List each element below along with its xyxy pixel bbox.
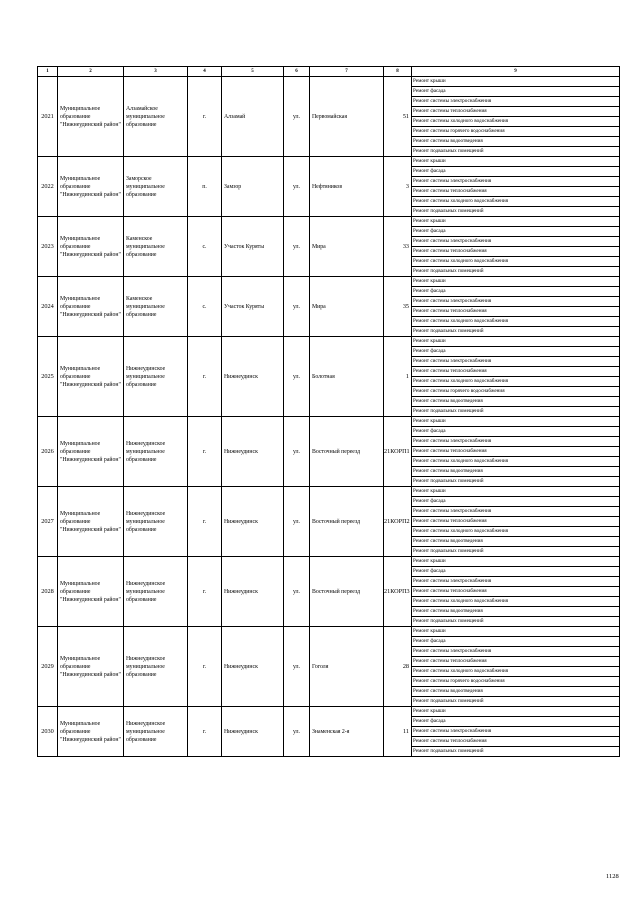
street-type-cell: ул. bbox=[284, 277, 310, 337]
work-item: Ремонт фасада bbox=[412, 87, 619, 97]
table-row bbox=[38, 337, 620, 417]
work-item: Ремонт системы холодного водоснабжения bbox=[412, 117, 619, 127]
street-type-cell: ул. bbox=[284, 337, 310, 417]
work-item: Ремонт системы холодного водоснабжения bbox=[412, 317, 619, 327]
settlement-cell: Нижнеудинск bbox=[222, 627, 284, 707]
record-number: 2030 bbox=[38, 707, 58, 757]
record-number: 2028 bbox=[38, 557, 58, 627]
work-item: Ремонт системы электроснабжения bbox=[412, 297, 619, 307]
work-item: Ремонт системы электроснабжения bbox=[412, 437, 619, 447]
settlement-type-cell: г. bbox=[188, 557, 222, 627]
street-cell: Первомайская bbox=[310, 77, 384, 157]
works-cell bbox=[412, 217, 620, 277]
work-item: Ремонт системы водоотведения bbox=[412, 137, 619, 147]
municipality-cell: Нижнеудинское муниципальное образование bbox=[124, 707, 188, 757]
table-row bbox=[38, 77, 620, 157]
work-item: Ремонт фасада bbox=[412, 717, 619, 727]
settlement-cell: Нижнеудинск bbox=[222, 337, 284, 417]
work-item: Ремонт крыши bbox=[412, 157, 619, 167]
settlement-type-cell: г. bbox=[188, 707, 222, 757]
work-item: Ремонт подвальных помещений bbox=[413, 698, 484, 704]
settlement-type-cell: г. bbox=[188, 417, 222, 487]
page-number: 1128 bbox=[606, 873, 619, 880]
street-type-cell: ул. bbox=[284, 417, 310, 487]
work-item: Ремонт подвальных помещений bbox=[413, 408, 484, 414]
work-item: Ремонт системы водоотведения bbox=[412, 537, 619, 547]
work-item: Ремонт системы водоотведения bbox=[412, 467, 619, 477]
settlement-cell: Участок Куряты bbox=[222, 217, 284, 277]
district-cell: Муниципальное образование "Нижнеудинский район" bbox=[58, 277, 124, 337]
header-cell: 8 bbox=[384, 67, 412, 77]
work-item: Ремонт подвальных помещений bbox=[413, 478, 484, 484]
header-cell: 5 bbox=[222, 67, 284, 77]
municipality-cell: Каменское муниципальное образование bbox=[124, 217, 188, 277]
settlement-type-cell: г. bbox=[188, 487, 222, 557]
settlement-cell: Участок Куряты bbox=[222, 277, 284, 337]
header-row bbox=[38, 67, 620, 77]
house-cell: 11 bbox=[384, 707, 412, 757]
district-cell: Муниципальное образование "Нижнеудинский район" bbox=[58, 627, 124, 707]
work-item: Ремонт системы электроснабжения bbox=[412, 177, 619, 187]
work-item: Ремонт подвальных помещений bbox=[413, 618, 484, 624]
works-cell bbox=[412, 627, 620, 707]
settlement-cell: Нижнеудинск bbox=[222, 417, 284, 487]
settlement-type-cell: с. bbox=[188, 277, 222, 337]
table-row bbox=[38, 707, 620, 757]
work-item: Ремонт системы холодного водоснабжения bbox=[412, 667, 619, 677]
work-item: Ремонт системы горячего водоснабжения bbox=[412, 127, 619, 137]
settlement-cell: Нижнеудинск bbox=[222, 487, 284, 557]
district-cell: Муниципальное образование "Нижнеудинский район" bbox=[58, 557, 124, 627]
work-item: Ремонт системы электроснабжения bbox=[412, 647, 619, 657]
municipality-cell: Нижнеудинское муниципальное образование bbox=[124, 487, 188, 557]
table-row bbox=[38, 277, 620, 337]
work-item: Ремонт системы холодного водоснабжения bbox=[412, 257, 619, 267]
municipality-cell: Каменское муниципальное образование bbox=[124, 277, 188, 337]
works-cell bbox=[412, 487, 620, 557]
house-cell: 21КОРП3 bbox=[384, 557, 412, 627]
municipality-cell: Нижнеудинское муниципальное образование bbox=[124, 417, 188, 487]
works-cell bbox=[412, 337, 620, 417]
street-type-cell: ул. bbox=[284, 157, 310, 217]
work-item: Ремонт фасада bbox=[412, 287, 619, 297]
municipality-cell: Нижнеудинское муниципальное образование bbox=[124, 337, 188, 417]
house-cell: 1 bbox=[384, 337, 412, 417]
house-cell: 51 bbox=[384, 77, 412, 157]
work-item: Ремонт фасада bbox=[412, 427, 619, 437]
work-item: Ремонт подвальных помещений bbox=[413, 148, 484, 154]
work-item: Ремонт фасада bbox=[412, 637, 619, 647]
street-type-cell: ул. bbox=[284, 217, 310, 277]
work-item: Ремонт системы теплоснабжения bbox=[412, 737, 619, 747]
record-number: 2024 bbox=[38, 277, 58, 337]
works-cell bbox=[412, 417, 620, 487]
work-item: Ремонт крыши bbox=[412, 277, 619, 287]
record-number: 2026 bbox=[38, 417, 58, 487]
street-cell: Мира bbox=[310, 277, 384, 337]
record-number: 2027 bbox=[38, 487, 58, 557]
work-item: Ремонт крыши bbox=[412, 627, 619, 637]
work-item: Ремонт подвальных помещений bbox=[413, 748, 484, 754]
house-cell: 35 bbox=[384, 277, 412, 337]
work-item: Ремонт системы электроснабжения bbox=[412, 237, 619, 247]
works-cell bbox=[412, 707, 620, 757]
work-item: Ремонт системы теплоснабжения bbox=[412, 447, 619, 457]
settlement-type-cell: г. bbox=[188, 337, 222, 417]
works-cell bbox=[412, 557, 620, 627]
work-item: Ремонт фасада bbox=[412, 497, 619, 507]
house-cell: 33 bbox=[384, 217, 412, 277]
work-item: Ремонт системы водоотведения bbox=[412, 397, 619, 407]
district-cell: Муниципальное образование "Нижнеудинский район" bbox=[58, 707, 124, 757]
works-cell bbox=[412, 157, 620, 217]
district-cell: Муниципальное образование "Нижнеудинский район" bbox=[58, 157, 124, 217]
work-item: Ремонт системы холодного водоснабжения bbox=[412, 597, 619, 607]
record-number: 2029 bbox=[38, 627, 58, 707]
work-item: Ремонт системы холодного водоснабжения bbox=[412, 197, 619, 207]
header-cell: 3 bbox=[124, 67, 188, 77]
house-cell: 3 bbox=[384, 157, 412, 217]
header-cell: 2 bbox=[58, 67, 124, 77]
work-item: Ремонт подвальных помещений bbox=[413, 268, 484, 274]
district-cell: Муниципальное образование "Нижнеудинский район" bbox=[58, 217, 124, 277]
work-item: Ремонт системы теплоснабжения bbox=[412, 657, 619, 667]
work-item: Ремонт подвальных помещений bbox=[413, 208, 484, 214]
header-cell: 1 bbox=[38, 67, 58, 77]
street-type-cell: ул. bbox=[284, 627, 310, 707]
header-cell: 9 bbox=[412, 67, 620, 77]
work-item: Ремонт фасада bbox=[412, 227, 619, 237]
street-cell: Гоголя bbox=[310, 627, 384, 707]
street-cell: Знаменская 2-я bbox=[310, 707, 384, 757]
municipality-cell: Алзамайское муниципальное образование bbox=[124, 77, 188, 157]
settlement-type-cell: п. bbox=[188, 157, 222, 217]
district-cell: Муниципальное образование "Нижнеудинский район" bbox=[58, 417, 124, 487]
work-item: Ремонт системы горячего водоснабжения bbox=[412, 387, 619, 397]
work-item: Ремонт системы электроснабжения bbox=[412, 357, 619, 367]
work-item: Ремонт фасада bbox=[412, 567, 619, 577]
work-item: Ремонт крыши bbox=[412, 557, 619, 567]
table-row bbox=[38, 157, 620, 217]
record-number: 2023 bbox=[38, 217, 58, 277]
record-number: 2022 bbox=[38, 157, 58, 217]
table-row bbox=[38, 417, 620, 487]
work-item: Ремонт системы теплоснабжения bbox=[412, 587, 619, 597]
work-item: Ремонт крыши bbox=[412, 77, 619, 87]
street-type-cell: ул. bbox=[284, 77, 310, 157]
work-item: Ремонт системы электроснабжения bbox=[412, 577, 619, 587]
work-item: Ремонт системы электроснабжения bbox=[412, 97, 619, 107]
work-item: Ремонт крыши bbox=[412, 417, 619, 427]
register-table bbox=[37, 66, 620, 757]
work-item: Ремонт системы теплоснабжения bbox=[412, 247, 619, 257]
district-cell: Муниципальное образование "Нижнеудинский район" bbox=[58, 487, 124, 557]
street-cell: Восточный переезд bbox=[310, 417, 384, 487]
work-item: Ремонт фасада bbox=[412, 167, 619, 177]
settlement-type-cell: с. bbox=[188, 217, 222, 277]
street-cell: Восточный переезд bbox=[310, 557, 384, 627]
settlement-type-cell: г. bbox=[188, 77, 222, 157]
settlement-cell: Нижнеудинск bbox=[222, 557, 284, 627]
work-item: Ремонт подвальных помещений bbox=[413, 548, 484, 554]
street-type-cell: ул. bbox=[284, 707, 310, 757]
street-cell: Болотная bbox=[310, 337, 384, 417]
record-number: 2025 bbox=[38, 337, 58, 417]
work-item: Ремонт фасада bbox=[412, 347, 619, 357]
work-item: Ремонт системы холодного водоснабжения bbox=[412, 527, 619, 537]
street-cell: Мира bbox=[310, 217, 384, 277]
work-item: Ремонт системы водоотведения bbox=[412, 607, 619, 617]
record-number: 2021 bbox=[38, 77, 58, 157]
work-item: Ремонт системы электроснабжения bbox=[412, 507, 619, 517]
municipality-cell: Нижнеудинское муниципальное образование bbox=[124, 557, 188, 627]
work-item: Ремонт крыши bbox=[412, 707, 619, 717]
table-row bbox=[38, 487, 620, 557]
work-item: Ремонт системы холодного водоснабжения bbox=[412, 377, 619, 387]
work-item: Ремонт системы теплоснабжения bbox=[412, 517, 619, 527]
work-item: Ремонт системы холодного водоснабжения bbox=[412, 457, 619, 467]
street-type-cell: ул. bbox=[284, 487, 310, 557]
works-cell bbox=[412, 277, 620, 337]
work-item: Ремонт подвальных помещений bbox=[413, 328, 484, 334]
work-item: Ремонт системы теплоснабжения bbox=[412, 367, 619, 377]
street-cell: Восточный переезд bbox=[310, 487, 384, 557]
works-cell bbox=[412, 77, 620, 157]
header-cell: 6 bbox=[284, 67, 310, 77]
work-item: Ремонт крыши bbox=[412, 487, 619, 497]
settlement-cell: Алзамай bbox=[222, 77, 284, 157]
work-item: Ремонт системы теплоснабжения bbox=[412, 107, 619, 117]
work-item: Ремонт системы теплоснабжения bbox=[412, 307, 619, 317]
settlement-type-cell: г. bbox=[188, 627, 222, 707]
street-cell: Нефтяников bbox=[310, 157, 384, 217]
header-cell: 4 bbox=[188, 67, 222, 77]
house-cell: 28 bbox=[384, 627, 412, 707]
header-cell: 7 bbox=[310, 67, 384, 77]
work-item: Ремонт системы теплоснабжения bbox=[412, 187, 619, 197]
settlement-cell: Замзор bbox=[222, 157, 284, 217]
district-cell: Муниципальное образование "Нижнеудинский район" bbox=[58, 77, 124, 157]
table-body bbox=[38, 77, 620, 757]
work-item: Ремонт крыши bbox=[412, 337, 619, 347]
street-type-cell: ул. bbox=[284, 557, 310, 627]
work-item: Ремонт крыши bbox=[412, 217, 619, 227]
municipality-cell: Нижнеудинское муниципальное образование bbox=[124, 627, 188, 707]
table-row bbox=[38, 557, 620, 627]
district-cell: Муниципальное образование "Нижнеудинский район" bbox=[58, 337, 124, 417]
table-row bbox=[38, 627, 620, 707]
work-item: Ремонт системы водоотведения bbox=[412, 687, 619, 697]
settlement-cell: Нижнеудинск bbox=[222, 707, 284, 757]
work-item: Ремонт системы электроснабжения bbox=[412, 727, 619, 737]
house-cell: 21КОРП1 bbox=[384, 417, 412, 487]
municipality-cell: Заморское муниципальное образование bbox=[124, 157, 188, 217]
house-cell: 21КОРП2 bbox=[384, 487, 412, 557]
table-row bbox=[38, 217, 620, 277]
work-item: Ремонт системы горячего водоснабжения bbox=[412, 677, 619, 687]
